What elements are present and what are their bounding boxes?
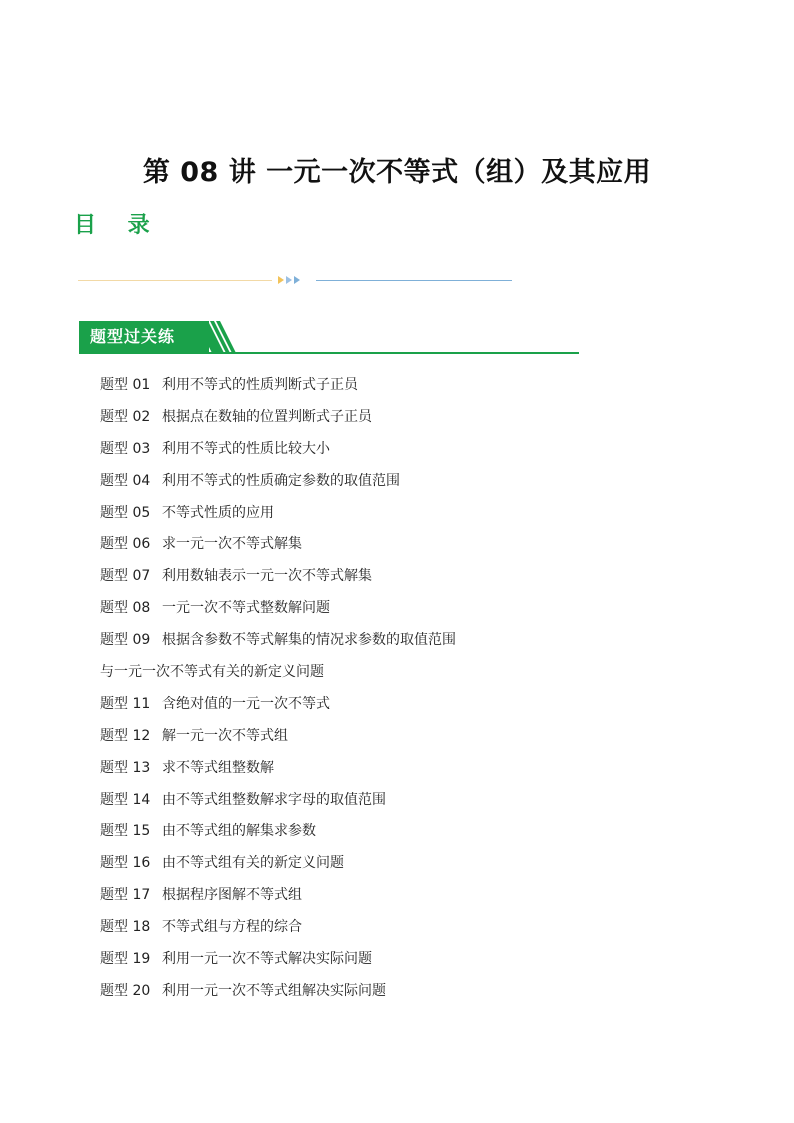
toc-item-text: 由不等式组有关的新定义问题 <box>162 855 344 872</box>
toc-item[interactable] <box>100 502 456 534</box>
toc-item-number: 题型 14 <box>100 791 151 808</box>
toc-item-text: 利用不等式的性质判断式子正员 <box>162 377 358 393</box>
page-title: 第 08 讲 一元一次不等式（组）及其应用 <box>142 157 652 188</box>
toc-item-number: 题型 02 <box>100 408 151 425</box>
toc-item[interactable] <box>100 406 456 438</box>
toc-item[interactable] <box>100 693 456 725</box>
toc-item-text: 含绝对值的一元一次不等式 <box>162 695 330 712</box>
toc-item-text: 一元一次不等式整数解问题 <box>162 600 330 617</box>
toc-item-text: 根据含参数不等式解集的情况求参数的取值范围 <box>162 632 456 649</box>
toc-item-number: 题型 15 <box>100 823 151 840</box>
toc-item-text: 根据程序图解不等式组 <box>162 887 302 904</box>
toc-item[interactable] <box>100 374 456 406</box>
toc-item-text: 由不等式组整数解求字母的取值范围 <box>162 791 386 808</box>
toc-item-number: 题型 09 <box>100 632 151 649</box>
toc-item[interactable] <box>100 884 456 916</box>
toc-item-number: 题型 17 <box>100 887 151 904</box>
band-stripes-decoration <box>196 321 240 354</box>
toc-item-text: 利用不等式的性质比较大小 <box>162 440 330 457</box>
triple-arrow-icon <box>276 274 306 286</box>
toc-item[interactable] <box>100 852 456 884</box>
toc-item-text: 求一元一次不等式解集 <box>162 536 302 553</box>
toc-item[interactable] <box>100 629 456 661</box>
toc-item-number: 题型 12 <box>100 727 151 744</box>
toc-item-text: 利用数轴表示一元一次不等式解集 <box>162 568 372 585</box>
toc-item-number: 题型 04 <box>100 472 151 489</box>
toc-item[interactable] <box>100 565 456 597</box>
toc-item-number: 题型 03 <box>100 440 151 457</box>
toc-heading: 目 录 <box>74 213 162 238</box>
section-band <box>79 321 209 353</box>
toc-item-text: 根据点在数轴的位置判断式子正员 <box>162 408 372 425</box>
section-underline <box>79 352 579 354</box>
toc-item-number: 题型 18 <box>100 919 151 936</box>
toc-item[interactable] <box>100 980 456 1012</box>
toc-item-number: 题型 07 <box>100 568 151 585</box>
toc-item-text: 不等式组与方程的综合 <box>162 919 302 936</box>
divider-right <box>316 280 512 281</box>
toc-list <box>100 374 456 1012</box>
toc-item-text: 不等式性质的应用 <box>162 504 274 521</box>
toc-item[interactable] <box>100 789 456 821</box>
toc-item-number: 题型 20 <box>100 982 151 999</box>
toc-item-number: 题型 11 <box>100 695 151 712</box>
toc-item-number: 题型 19 <box>100 951 151 968</box>
divider-left <box>78 280 272 281</box>
toc-item-text: 解一元一次不等式组 <box>162 727 288 744</box>
toc-item-text: 求不等式组整数解 <box>162 759 274 776</box>
toc-item[interactable] <box>100 725 456 757</box>
toc-item-number: 题型 13 <box>100 759 151 776</box>
toc-item-number: 题型 01 <box>100 377 151 393</box>
toc-item-number: 题型 08 <box>100 600 151 617</box>
toc-item-text: 利用一元一次不等式解决实际问题 <box>162 951 372 968</box>
toc-item-text: 利用一元一次不等式组解决实际问题 <box>162 982 386 999</box>
toc-item[interactable] <box>100 757 456 789</box>
toc-item-text: 由不等式组的解集求参数 <box>162 823 316 840</box>
toc-item-number: 题型 06 <box>100 536 151 553</box>
section-label: 题型过关练 <box>90 327 176 346</box>
toc-item[interactable] <box>100 597 456 629</box>
toc-item[interactable] <box>100 916 456 948</box>
toc-item[interactable] <box>100 470 456 502</box>
toc-item-number: 题型 16 <box>100 855 151 872</box>
toc-item-number: 题型 05 <box>100 504 151 521</box>
toc-item-text: 利用不等式的性质确定参数的取值范围 <box>162 472 400 489</box>
toc-item[interactable] <box>100 948 456 980</box>
toc-item-text: 与一元一次不等式有关的新定义问题 <box>100 664 324 681</box>
toc-item[interactable] <box>100 820 456 852</box>
toc-item[interactable] <box>100 533 456 565</box>
toc-item[interactable] <box>100 438 456 470</box>
toc-item[interactable] <box>100 661 456 693</box>
